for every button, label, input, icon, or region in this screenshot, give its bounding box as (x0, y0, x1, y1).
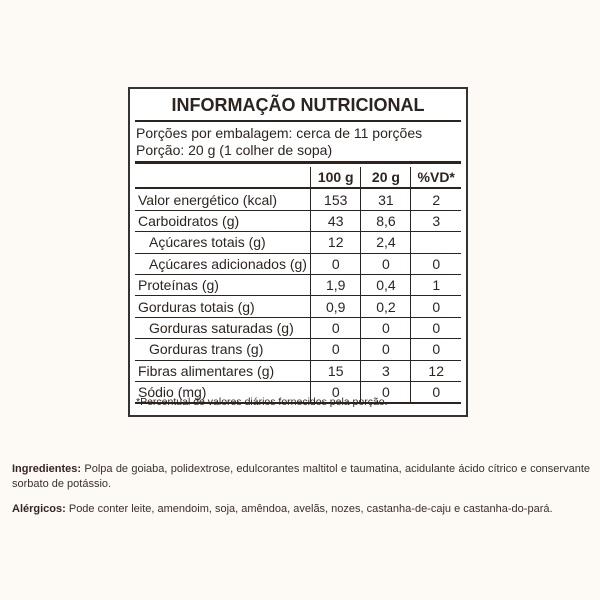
allergens-text: Pode conter leite, amendoim, soja, amêndoa, avelãs, nozes, castanha-de-caju e castanha-do-pará. (65, 503, 553, 515)
value-20g: 0 (361, 317, 411, 338)
nutrient-label: Fibras alimentares (g) (135, 360, 310, 381)
value-20g: 8,6 (361, 210, 411, 231)
value-100g: 0 (310, 381, 360, 403)
table-row (135, 188, 461, 210)
table-row (135, 339, 461, 360)
column-header-20g: 20 g (361, 167, 411, 188)
serving-divider (135, 161, 461, 164)
nutrient-label: Açúcares adicionados (g) (135, 253, 310, 274)
nutrient-label: Valor energético (kcal) (135, 188, 310, 210)
title-divider (135, 120, 461, 122)
value-20g: 2,4 (361, 232, 411, 253)
value-20g: 3 (361, 360, 411, 381)
value-20g: 0 (361, 381, 411, 403)
value-100g: 15 (310, 360, 360, 381)
value-vd: 0 (411, 296, 461, 317)
table-row (135, 253, 461, 274)
ingredients-block (12, 462, 590, 492)
column-header-100g: 100 g (310, 167, 360, 188)
nutrient-label: Proteínas (g) (135, 274, 310, 295)
value-vd: 0 (411, 339, 461, 360)
value-20g: 0 (361, 339, 411, 360)
value-100g: 0 (310, 339, 360, 360)
nutrient-label: Açúcares totais (g) (135, 232, 310, 253)
value-vd: 3 (411, 210, 461, 231)
value-100g: 0,9 (310, 296, 360, 317)
value-20g: 0,4 (361, 274, 411, 295)
nutrition-table (135, 167, 461, 404)
table-row (135, 274, 461, 295)
value-vd (411, 232, 461, 253)
value-20g: 0 (361, 253, 411, 274)
value-vd: 12 (411, 360, 461, 381)
table-row (135, 210, 461, 231)
table-row (135, 296, 461, 317)
value-100g: 0 (310, 317, 360, 338)
value-vd: 0 (411, 381, 461, 403)
nutrient-label: Gorduras saturadas (g) (135, 317, 310, 338)
allergens-block (12, 502, 590, 517)
value-20g: 31 (361, 188, 411, 210)
value-vd: 0 (411, 253, 461, 274)
allergens-label: Alérgicos: (12, 503, 66, 515)
value-vd: 0 (411, 317, 461, 338)
nutrition-facts-panel (128, 87, 468, 417)
value-100g: 43 (310, 210, 360, 231)
serving-size: Porção: 20 g (1 colher de sopa) (136, 142, 333, 158)
value-100g: 0 (310, 253, 360, 274)
table-row (135, 317, 461, 338)
table-row (135, 232, 461, 253)
nutrient-label: Sódio (mg) (135, 381, 310, 403)
nutrient-label: Carboidratos (g) (135, 210, 310, 231)
value-20g: 0,2 (361, 296, 411, 317)
ingredients-label: Ingredientes: (12, 463, 82, 475)
value-100g: 1,9 (310, 274, 360, 295)
column-header-vd: %VD* (411, 167, 461, 188)
ingredients-text: Polpa de goiaba, polidextrose, edulcorantes maltitol e taumatina, acidulante ácido cítrico e conservante sorbato de potássio. (12, 463, 590, 490)
table-header-row (135, 167, 461, 188)
column-header-nutrient (135, 167, 310, 188)
table-row (135, 360, 461, 381)
nutrition-title: INFORMAÇÃO NUTRICIONAL (171, 95, 425, 115)
nutrient-label: Gorduras totais (g) (135, 296, 310, 317)
value-vd: 1 (411, 274, 461, 295)
value-vd: 2 (411, 188, 461, 210)
nutrient-label: Gorduras trans (g) (135, 339, 310, 360)
footnote: *Percentual de valores diários fornecidos pela porção. (136, 396, 388, 408)
servings-per-package: Porções por embalagem: cerca de 11 porções (136, 125, 423, 141)
value-100g: 12 (310, 232, 360, 253)
value-100g: 153 (310, 188, 360, 210)
